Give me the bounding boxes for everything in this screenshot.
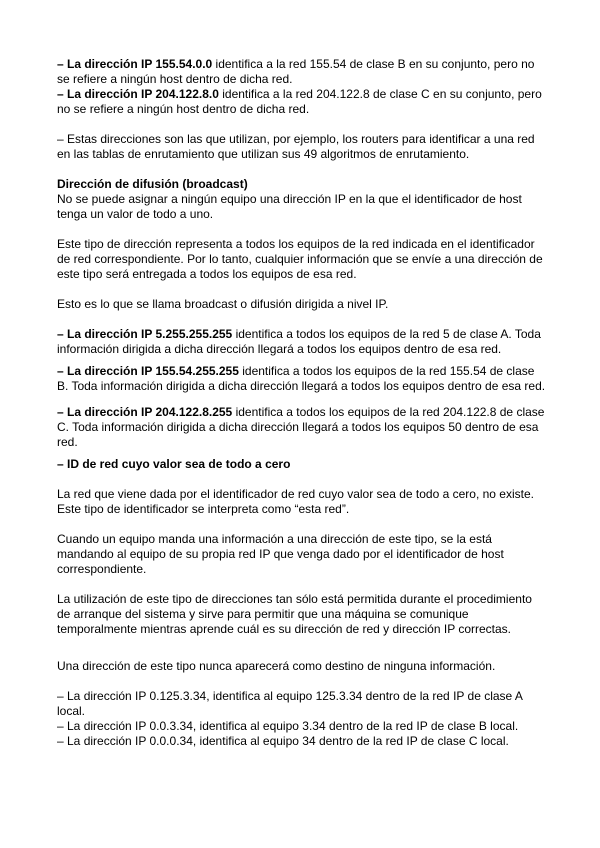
paragraph-broadcast-2: Este tipo de dirección representa a todos los equipos de la red indicada en el identificador de red correspondiente. Por lo tanto, cualquier información que se envíe a una dirección de este tipo será entregada a todos los equipos de esa red. bbox=[57, 237, 543, 281]
paragraph-routers: – Estas direcciones son las que utilizan, por ejemplo, los routers para identificar a una red en las tablas de enrutamiento que utilizan sus 49 algoritmos de enrutamiento. bbox=[57, 132, 535, 161]
heading-broadcast: Dirección de difusión (broadcast) bbox=[57, 177, 248, 191]
paragraph-broadcast-example-3: – La dirección IP 204.122.8.255 identifica a todos los equipos de la red 204.122.8 de clase C. Toda información dirigida a dicha dirección llegará a todos los equipos 50 dentro de esa red. bbox=[57, 405, 545, 449]
heading-zero-network: – ID de red cuyo valor sea de todo a cero bbox=[57, 457, 291, 471]
list-item-class-b: – La dirección IP 0.0.3.34, identifica al equipo 3.34 dentro de la red IP de clase B local. bbox=[57, 719, 519, 733]
bold-ip-204-122-8-0: – La dirección IP 204.122.8.0 bbox=[57, 87, 219, 101]
list-item-class-a: – La dirección IP 0.125.3.34, identifica al equipo 125.3.34 dentro de la red IP de clase A local. bbox=[57, 689, 523, 718]
paragraph-zero-4: Una dirección de este tipo nunca aparecerá como destino de ninguna información. bbox=[57, 659, 496, 673]
paragraph-zero-1: La red que viene dada por el identificador de red cuyo valor sea de todo a cero, no existe. Este tipo de identificador se interpreta como “esta red”. bbox=[57, 487, 534, 516]
paragraph-zero-2: Cuando un equipo manda una información a una dirección de este tipo, se la está mandando al equipo de su propia red IP que venga dado por el identificador de host correspondiente. bbox=[57, 532, 504, 576]
paragraph-broadcast-3: Esto es lo que se llama broadcast o difusión dirigida a nivel IP. bbox=[57, 297, 389, 311]
bold-ip-155-54-255-255: – La dirección IP 155.54.255.255 bbox=[57, 364, 239, 378]
bold-ip-155-54-0-0: – La dirección IP 155.54.0.0 bbox=[57, 57, 213, 71]
bold-ip-204-122-8-255: – La dirección IP 204.122.8.255 bbox=[57, 405, 233, 419]
bold-ip-5-255-255-255: – La dirección IP 5.255.255.255 bbox=[57, 327, 233, 341]
document-page bbox=[57, 57, 547, 749]
paragraph-broadcast-example-1: – La dirección IP 5.255.255.255 identifica a todos los equipos de la red 5 de clase A. Toda información dirigida a dicha dirección llegará a todos los equipos dentro de esa red. bbox=[57, 327, 541, 356]
paragraph-net-204 bbox=[57, 87, 547, 117]
text-net-204: identifica a la red 204.122.8 de clase C en su conjunto, pero no se refiere a ningún host dentro de dicha red. bbox=[57, 87, 542, 116]
list-item-class-c: – La dirección IP 0.0.0.34, identifica al equipo 34 dentro de la red IP de clase C local. bbox=[57, 734, 509, 748]
paragraph-broadcast-1: No se puede asignar a ningún equipo una dirección IP en la que el identificador de host tenga un valor de todo a uno. bbox=[57, 192, 522, 221]
paragraph-zero-3: La utilización de este tipo de direcciones tan sólo está permitida durante el procedimiento de arranque del sistema y sirve para permitir que una máquina se comunique temporalmente mientras aprende cuál es su dirección de red y dirección IP correctas. bbox=[57, 592, 532, 636]
paragraph-net-155 bbox=[57, 57, 547, 87]
text-net-155: identifica a la red 155.54 de clase B en su conjunto, pero no se refiere a ningún host dentro de dicha red. bbox=[57, 57, 535, 86]
paragraph-broadcast-example-2: – La dirección IP 155.54.255.255 identifica a todos los equipos de la red 155.54 de clase B. Toda información dirigida a dicha dirección llegará a todos los equipos dentro de esa red. bbox=[57, 364, 546, 393]
